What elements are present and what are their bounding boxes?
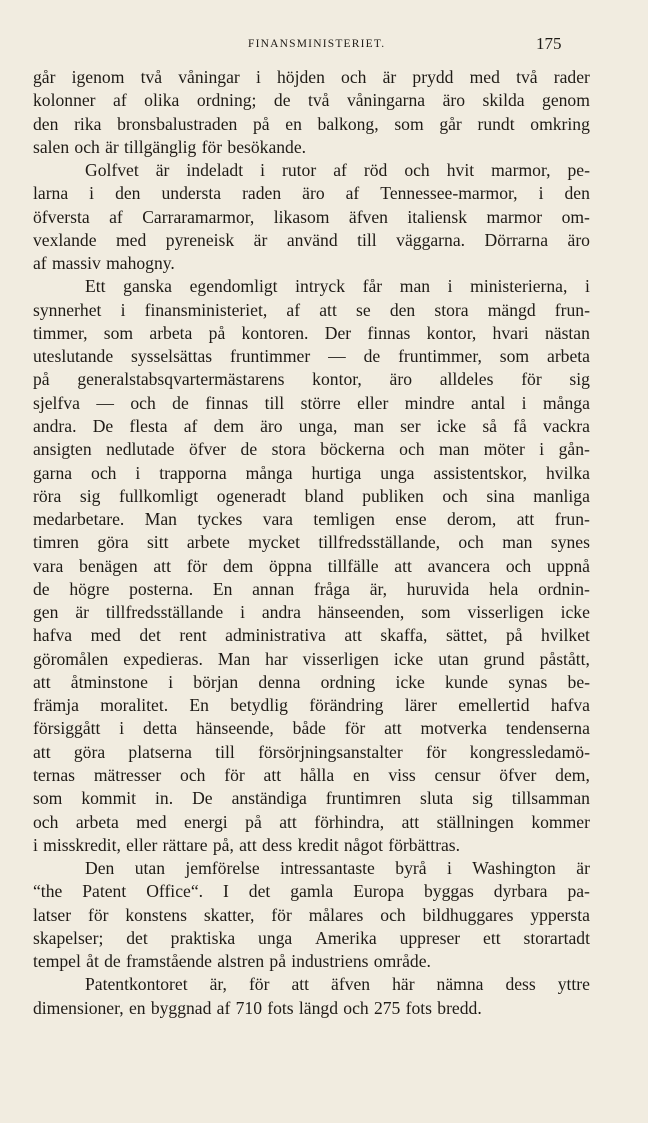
text-line: Golfvet är indeladt i rutor af röd och hvit marmor, pe- bbox=[85, 160, 590, 181]
text-line: Den utan jemförelse intressantaste byrå i Washington är bbox=[85, 858, 590, 879]
text-line: på generalstabsqvartermästarens kontor, äro alldeles för sig bbox=[33, 369, 590, 390]
text-line: “the Patent Office“. I det gamla Europa byggas dyrbara pa- bbox=[33, 881, 590, 902]
text-line: vexlande med pyreneisk är använd till väggarna. Dörrarna äro bbox=[33, 229, 590, 250]
text-line: ansigten nedlutade öfver de stora böckerna och man möter i gån- bbox=[33, 439, 590, 460]
page-number: 175 bbox=[536, 34, 562, 53]
text-line: röra sig fullkomligt ogeneradt bland publiken och sina manliga bbox=[33, 485, 590, 506]
text-line: Ett ganska egendomligt intryck får man i ministerierna, i bbox=[85, 276, 590, 297]
text-line: försiggått i detta hänseende, både för att motverka tendenserna bbox=[33, 718, 590, 739]
text-line: att göra platserna till försörjningsanstalter för kongressledamö- bbox=[33, 741, 590, 762]
text-line: medarbetare. Man tyckes vara temligen ense derom, att frun- bbox=[33, 509, 590, 530]
text-line: gen är tillfredsställande i andra hänseenden, som visserligen icke bbox=[33, 602, 590, 623]
text-line: kolonner af olika ordning; de två våningarna äro skilda genom bbox=[33, 90, 590, 111]
text-line: garna och i trapporna många hurtiga unga assistentskor, hvilka bbox=[33, 462, 590, 483]
text-line: larna i den understa raden äro af Tennessee-marmor, i den bbox=[33, 183, 590, 204]
text-line: hafva med det rent administrativa att skaffa, sättet, på hvilket bbox=[33, 625, 590, 646]
text-line: af massiv mahogny. bbox=[33, 253, 175, 274]
text-line: synnerhet i finansministeriet, af att se den stora mängd frun- bbox=[33, 299, 590, 320]
text-line: salen och är tillgänglig för besökande. bbox=[33, 136, 307, 157]
text-line: vara benägen att för dem öppna tillfälle att avancera och uppnå bbox=[33, 555, 590, 576]
text-line: Patentkontoret är, för att äfven här nämna dess yttre bbox=[85, 974, 590, 995]
text-line: uteslutande sysselsättas fruntimmer — de fruntimmer, som arbeta bbox=[33, 346, 590, 367]
body-text bbox=[33, 66, 590, 1020]
text-line: öfversta af Carraramarmor, likasom äfven italiensk marmor om- bbox=[33, 206, 590, 227]
text-line: dimensioner, en byggnad af 710 fots längd och 275 fots bredd. bbox=[33, 997, 482, 1018]
text-line: timren göra sitt arbete mycket tillfredsställande, och man synes bbox=[33, 532, 590, 553]
text-line: och arbeta med energi på att förhindra, att ställningen kommer bbox=[33, 811, 590, 832]
text-line: som kommit in. De anständiga fruntimren sluta sig tillsamman bbox=[33, 788, 590, 809]
text-line: skapelser; det praktiska unga Amerika uppreser ett storartadt bbox=[33, 927, 590, 948]
running-title: FINANSMINISTERIET. bbox=[248, 38, 386, 50]
text-line: i misskredit, eller rättare på, att dess kredit något förbättras. bbox=[33, 834, 461, 855]
text-line: sjelfva — och de finnas till större eller mindre antal i många bbox=[33, 392, 590, 413]
text-line: timmer, som arbeta på kontoren. Der finnas kontor, hvari nästan bbox=[33, 322, 590, 343]
text-line: den rika bronsbalustraden på en balkong, som går rundt omkring bbox=[33, 113, 590, 134]
text-line: främja moralitet. En betydlig förändring lärer emellertid hafva bbox=[33, 695, 590, 716]
text-line: tempel åt de framstående alstren på industriens område. bbox=[33, 951, 431, 972]
text-line: går igenom två våningar i höjden och är prydd med två rader bbox=[33, 67, 590, 87]
text-line: andra. De flesta af dem äro unga, man ser icke så få vackra bbox=[33, 415, 590, 436]
text-line: göromålen expedieras. Man har visserligen icke utan grund påstått, bbox=[33, 648, 590, 669]
text-line: att åtminstone i början denna ordning icke kunde synas be- bbox=[33, 671, 590, 692]
text-line: de högre posterna. En annan fråga är, huruvida hela ordnin- bbox=[33, 578, 590, 599]
page-header bbox=[0, 34, 648, 56]
text-line: latser för konstens skatter, för målares och bildhuggares yppersta bbox=[33, 904, 590, 925]
text-line: ternas mätresser och för att hålla en viss censur öfver dem, bbox=[33, 764, 590, 785]
